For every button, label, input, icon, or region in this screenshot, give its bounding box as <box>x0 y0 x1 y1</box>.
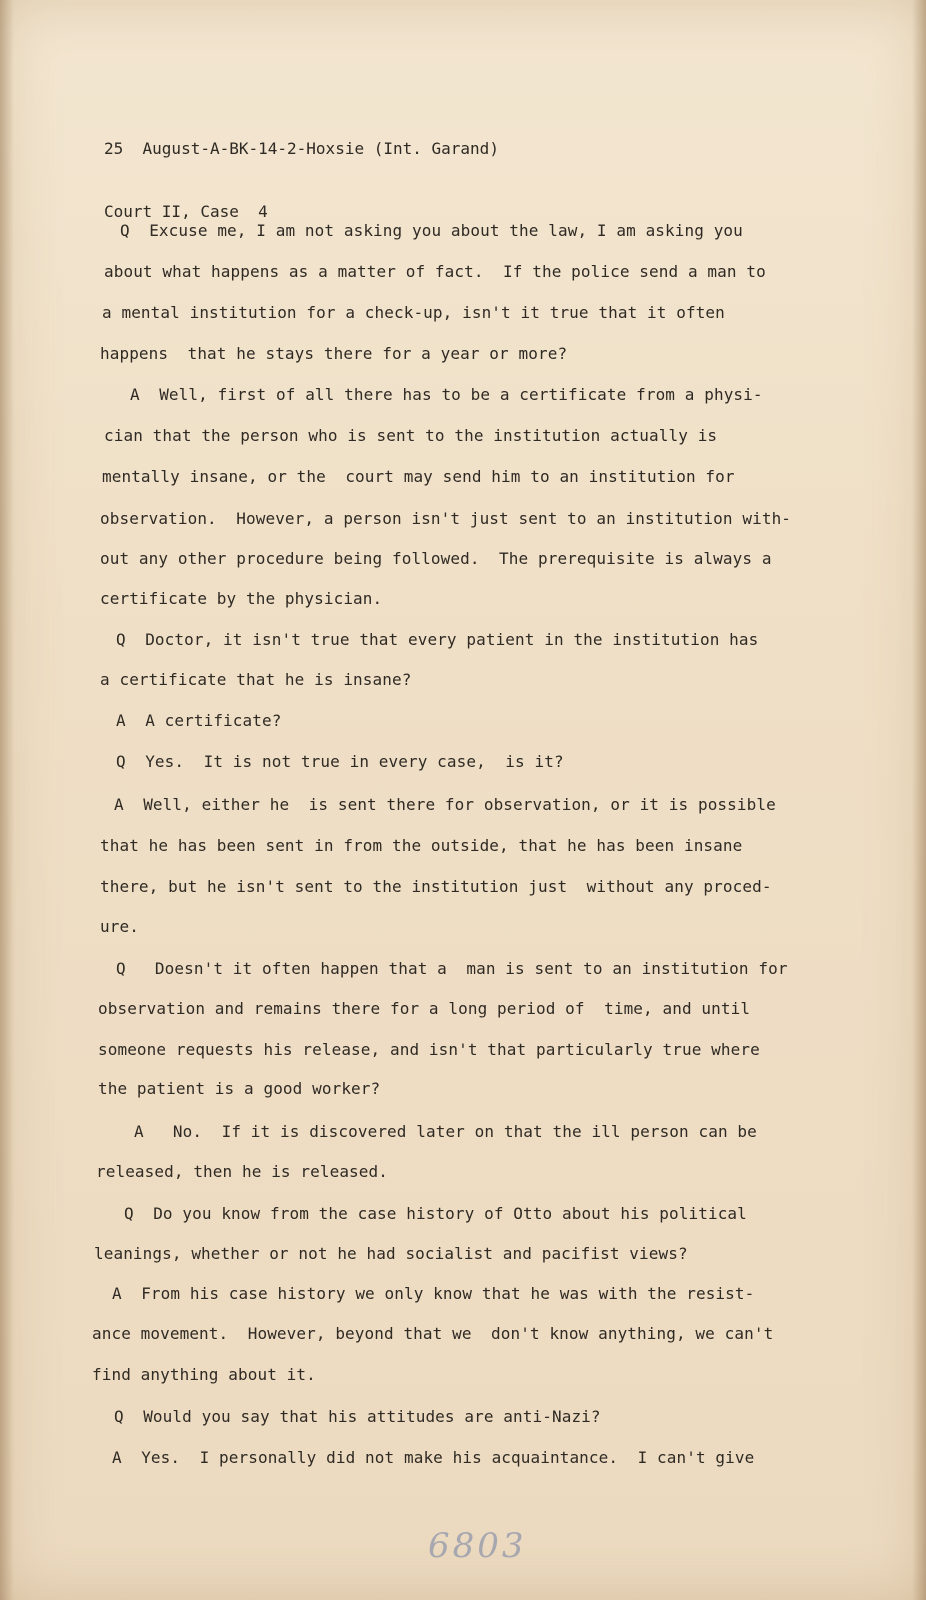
text-line: A A certificate? <box>116 711 282 730</box>
text-line: certificate by the physician. <box>100 589 383 608</box>
text-line: Q Doesn't it often happen that a man is sent to an institution for <box>116 959 788 978</box>
text-line: that he has been sent in from the outside, that he has been insane <box>100 836 743 855</box>
text-line: A Well, either he is sent there for observation, or it is possible <box>114 795 776 814</box>
text-line: observation. However, a person isn't just sent to an institution with- <box>100 509 792 528</box>
text-line: out any other procedure being followed. The prerequisite is always a <box>100 549 772 568</box>
text-line: Q Excuse me, I am not asking you about the law, I am asking you <box>120 221 743 240</box>
text-line: Q Yes. It is not true in every case, is it? <box>116 752 564 771</box>
text-line: A Well, first of all there has to be a certificate from a physi- <box>130 385 763 404</box>
text-line: A No. If it is discovered later on that the ill person can be <box>134 1122 757 1141</box>
text-line: leanings, whether or not he had socialist and pacifist views? <box>94 1244 688 1263</box>
text-line: a certificate that he is insane? <box>100 670 412 689</box>
text-line: there, but he isn't sent to the institution just without any proced- <box>100 877 772 896</box>
text-line: the patient is a good worker? <box>98 1079 381 1098</box>
text-line: ure. <box>100 917 139 936</box>
text-line: A Yes. I personally did not make his acquaintance. I can't give <box>112 1448 755 1467</box>
text-line: observation and remains there for a long period of time, and until <box>98 999 751 1018</box>
text-line: find anything about it. <box>92 1365 316 1384</box>
page-edge-right <box>912 0 926 1600</box>
text-line: Q Do you know from the case history of Otto about his political <box>124 1204 747 1223</box>
header-line-1: 25 August-A-BK-14-2-Hoxsie (Int. Garand) <box>104 139 499 158</box>
handwritten-page-number: 6803 <box>428 1526 527 1566</box>
text-line: about what happens as a matter of fact. If the police send a man to <box>104 262 766 281</box>
page-edge-left <box>0 0 14 1600</box>
text-line: happens that he stays there for a year or more? <box>100 344 568 363</box>
text-line: mentally insane, or the court may send him to an institution for <box>102 467 735 486</box>
text-line: someone requests his release, and isn't that particularly true where <box>98 1040 760 1059</box>
text-line: Q Would you say that his attitudes are anti-Nazi? <box>114 1407 601 1426</box>
header-line-2: Court II, Case 4 <box>104 202 268 221</box>
text-line: cian that the person who is sent to the institution actually is <box>104 426 718 445</box>
text-line: A From his case history we only know that he was with the resist- <box>112 1284 755 1303</box>
text-line: Q Doctor, it isn't true that every patient in the institution has <box>116 630 759 649</box>
text-line: released, then he is released. <box>96 1162 388 1181</box>
text-line: a mental institution for a check-up, isn't it true that it often <box>102 303 725 322</box>
text-line: ance movement. However, beyond that we don't know anything, we can't <box>92 1324 774 1343</box>
